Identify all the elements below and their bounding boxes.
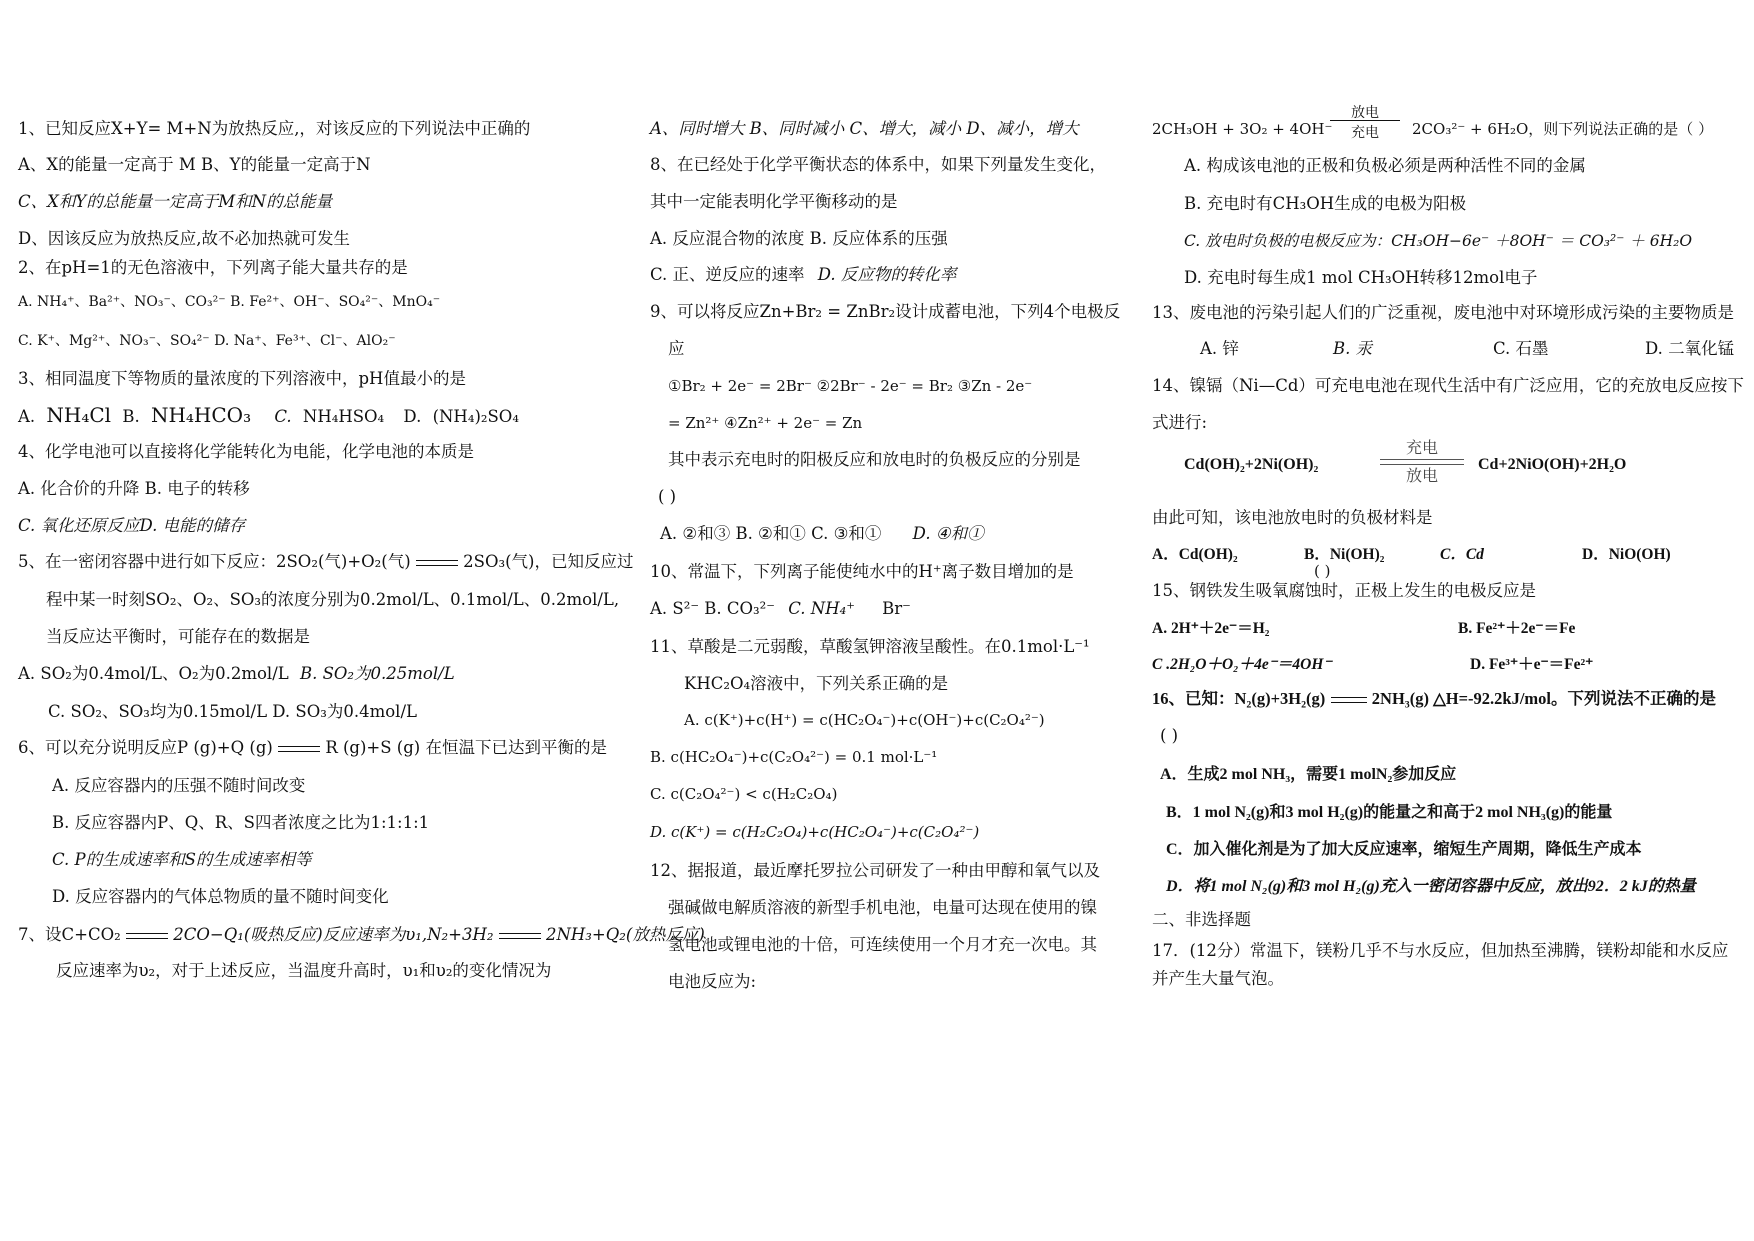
q8-stem-1: 8、在已经处于化学平衡状态的体系中，如果下列量发生变化， <box>650 155 1106 174</box>
q12-option-c: C. 放电时负极的电极反应为：CH₃OH−6e⁻ ＋8OH⁻ ＝ CO₃²⁻ ＋ 6H₂O <box>1184 232 1693 250</box>
q1-stem: 1、已知反应X+Y= M+N为放热反应,，对该反应的下列说法中正确的 <box>18 119 531 138</box>
q3-formula-d: (NH₄)₂SO₄ <box>432 407 519 426</box>
q13-option-c: C. 石墨 <box>1493 339 1549 358</box>
q16-reactants: 16、已知：N₂(g)+3H₂(g) <box>1152 689 1326 708</box>
q8-stem-2: 其中一定能表明化学平衡移动的是 <box>650 192 898 211</box>
charge-label: 充电 <box>1351 125 1379 141</box>
q5-stem-right: 2SO₃(气)，已知反应过 <box>463 552 634 571</box>
q7-options: A、同时增大 B、同时减小 C、增大，减小 D、减小，增大 <box>650 119 1079 138</box>
q13-option-b: B. 汞 <box>1333 339 1373 358</box>
q5-options-cd: C. SO₂、SO₃均为0.15mol/L D. SO₃为0.4mol/L <box>48 702 417 721</box>
q12-stem-4: 电池反应为: <box>668 972 757 991</box>
q3-label-c: C. <box>274 407 292 426</box>
q14-option-d: D．NiO(OH) <box>1582 546 1671 563</box>
q15-stem: 15、钢铁发生吸氧腐蚀时，正极上发生的电极反应是 <box>1152 581 1536 600</box>
q3-label-b: B. <box>122 407 140 426</box>
discharge-label: 放电 <box>1351 105 1379 121</box>
q3-options <box>18 404 519 428</box>
q14-reactants: Cd(OH)₂+2Ni(OH)₂ <box>1184 456 1319 473</box>
q15-option-a: A. 2H⁺＋2e⁻＝H₂ <box>1152 620 1270 637</box>
q1-option-c: C、X和Y的总能量一定高于M和N的总能量 <box>18 192 333 211</box>
q10-option-d: Br⁻ <box>882 599 911 618</box>
q14-question: 由此可知，该电池放电时的负极材料是 <box>1152 508 1433 527</box>
q10-options <box>650 598 911 620</box>
q14-products: Cd+2NiO(OH)+2H₂O <box>1478 456 1627 473</box>
q6-stem-left: 6、可以充分说明反应P (g)+Q (g) <box>18 738 273 757</box>
q6-stem-right: R (g)+S (g) 在恒温下已达到平衡的是 <box>325 738 607 757</box>
q7-stem-1 <box>18 924 705 946</box>
q7-part-1: 7、设C+CO₂ <box>18 925 121 944</box>
q2-stem: 2、在pH=1的无色溶液中，下列离子能大量共存的是 <box>18 258 408 277</box>
q16-option-b: B．1 mol N₂(g)和3 mol H₂(g)的能量之和高于2 mol NH₃(g)的能量 <box>1166 804 1613 821</box>
q16-option-c: C．加入催化剂是为了加大反应速率，缩短生产周期，降低生产成本 <box>1166 841 1642 858</box>
q2-options-ab: A. NH₄⁺、Ba²⁺、NO₃⁻、CO₃²⁻ B. Fe²⁺、OH⁻、SO₄²⁻、MnO₄⁻ <box>18 294 441 310</box>
equilibrium-arrow <box>278 743 320 755</box>
q5-stem-left: 5、在一密闭容器中进行如下反应：2SO₂(气)+O₂(气) <box>18 552 411 571</box>
q9-options-abc: A. ②和③ B. ②和① C. ③和① <box>660 524 882 543</box>
q12-option-b: B. 充电时有CH₃OH生成的电极为阳极 <box>1184 194 1467 213</box>
discharge-label: 放电 <box>1405 468 1438 485</box>
q12-products: 2CO₃²⁻ + 6H₂O，则下列说法正确的是（ ） <box>1412 120 1714 138</box>
q5-options-ab <box>18 663 455 685</box>
q5-option-b: B. SO₂为0.25mol/L <box>299 664 455 683</box>
q6-option-a: A. 反应容器内的压强不随时间改变 <box>52 776 306 795</box>
q9-stem-2: 应 <box>668 339 685 358</box>
q9-options <box>660 523 984 545</box>
q14-blank: ( ) <box>1314 562 1331 580</box>
double-bar <box>1380 459 1464 465</box>
q11-stem-2: KHC₂O₄溶液中，下列关系正确的是 <box>684 674 949 693</box>
q9-blank: ( ) <box>658 487 677 506</box>
q16-products: 2NH₃(g) △H=-92.2kJ/mol。下列说法不正确的是 <box>1371 689 1716 708</box>
q14-stem-1: 14、镍镉（Ni—Cd）可充电电池在现代生活中有广泛应用，它的充放电反应按下 <box>1152 376 1744 395</box>
q11-stem-1: 11、草酸是二元弱酸，草酸氢钾溶液呈酸性。在0.1mol·L⁻¹ <box>650 637 1090 656</box>
q12-stem-2: 强碱做电解质溶液的新型手机电池，电量可达现在使用的镍 <box>668 898 1097 917</box>
q6-option-c: C. P的生成速率和S的生成速率相等 <box>52 850 312 869</box>
q6-option-b: B. 反应容器内P、Q、R、S四者浓度之比为1:1:1:1 <box>52 813 430 832</box>
q12-option-d: D. 充电时每生成1 mol CH₃OH转移12mol电子 <box>1184 268 1538 287</box>
q10-stem: 10、常温下，下列离子能使纯水中的H⁺离子数目增加的是 <box>650 562 1074 581</box>
q12-reaction <box>1152 105 1742 142</box>
q4-stem: 4、化学电池可以直接将化学能转化为电能，化学电池的本质是 <box>18 442 474 461</box>
q13-stem: 13、废电池的污染引起人们的广泛重视，废电池中对环境形成污染的主要物质是 <box>1152 303 1734 322</box>
q8-options-ab: A. 反应混合物的浓度 B. 反应体系的压强 <box>650 229 948 248</box>
q4-options-cd: C. 氧化还原反应D. 电能的储存 <box>18 516 246 535</box>
q12-reactants: 2CH₃OH + 3O₂ + 4OH⁻ <box>1152 120 1333 138</box>
equilibrium-arrow <box>499 930 541 942</box>
q8-option-d: D. 反应物的转化率 <box>817 265 957 284</box>
q3-formula-b: NH₄HCO₃ <box>150 403 252 427</box>
q13-option-a: A. 锌 <box>1200 339 1239 358</box>
q9-reactions-1: ①Br₂ + 2e⁻ = 2Br⁻ ②2Br⁻ - 2e⁻ = Br₂ ③Zn - 2e⁻ <box>668 377 1033 395</box>
q9-question: 其中表示充电时的阳极反应和放电时的负极反应的分别是 <box>668 450 1081 469</box>
q14-reaction <box>1184 440 1744 485</box>
q11-option-c: C. c(C₂O₄²⁻) < c(H₂C₂O₄) <box>650 785 838 803</box>
q1-options-ab: A、X的能量一定高于 M B、Y的能量一定高于N <box>18 155 371 174</box>
q7-part-2: 2CO−Q₁(吸热反应)反应速率为υ₁,N₂+3H₂ <box>173 925 494 944</box>
q14-stem-2: 式进行: <box>1152 413 1208 432</box>
q3-stem: 3、相同温度下等物质的量浓度的下列溶液中，pH值最小的是 <box>18 369 466 388</box>
q14-option-b: B．Ni(OH)₂ <box>1304 546 1385 563</box>
equilibrium-arrow <box>416 557 458 569</box>
q9-stem-1: 9、可以将反应Zn+Br₂ = ZnBr₂设计成蓄电池，下列4个电极反 <box>650 302 1121 321</box>
q5-stem-2: 程中某一时刻SO₂、O₂、SO₃的浓度分别为0.2mol/L、0.1mol/L、0.2mol/L, <box>46 590 620 609</box>
equilibrium-arrow <box>1331 694 1367 706</box>
equilibrium-arrow <box>126 930 168 942</box>
q11-option-a: A. c(K⁺)+c(H⁺) = c(HC₂O₄⁻)+c(OH⁻)+c(C₂O₄²⁻) <box>684 711 1045 729</box>
q14-option-a: A．Cd(OH)₂ <box>1152 546 1238 563</box>
q15-option-d: D. Fe³⁺＋e⁻＝Fe²⁺ <box>1470 656 1594 673</box>
q12-option-a: A. 构成该电池的正极和负极必须是两种活性不同的金属 <box>1184 156 1586 175</box>
q3-formula-c: NH₄HSO₄ <box>302 407 385 426</box>
q3-label-d: D. <box>403 407 422 426</box>
q8-option-c: C. 正、逆反应的速率 <box>650 265 805 284</box>
section-heading: 二、非选择题 <box>1152 910 1251 929</box>
q12-stem-3: 氢电池或锂电池的十倍，可连续使用一个月才充一次电。其 <box>668 935 1097 954</box>
q1-option-d: D、因该反应为放热反应,故不必加热就可发生 <box>18 229 350 248</box>
q16-stem <box>1152 688 1716 710</box>
q7-part-3: 2NH₃+Q₂(放热反应) <box>545 925 705 944</box>
q3-formula-a: NH₄Cl <box>46 403 112 427</box>
q6-stem <box>18 737 607 759</box>
reaction-condition-arrow <box>1380 438 1464 486</box>
q9-reactions-2: = Zn²⁺ ④Zn²⁺ + 2e⁻ = Zn <box>668 414 863 432</box>
charge-label: 充电 <box>1405 440 1438 457</box>
q15-option-b: B. Fe²⁺＋2e⁻＝Fe <box>1458 620 1576 637</box>
q10-options-ab: A. S²⁻ B. CO₃²⁻ <box>650 599 775 618</box>
q13-option-d: D. 二氧化锰 <box>1645 339 1735 358</box>
q5-stem-3: 当反应达平衡时，可能存在的数据是 <box>46 627 310 646</box>
q14-option-c: C．Cd <box>1440 546 1484 563</box>
q4-options-ab: A. 化合价的升降 B. 电子的转移 <box>18 479 250 498</box>
q3-label-a: A. <box>18 407 36 426</box>
q10-option-c: C. NH₄⁺ <box>788 599 855 618</box>
q8-options-cd <box>650 264 956 286</box>
q6-option-d: D. 反应容器内的气体总物质的量不随时间变化 <box>52 887 389 906</box>
q16-option-a: A．生成2 mol NH₃，需要1 molN₂参加反应 <box>1160 766 1457 783</box>
q16-blank: ( ) <box>1160 726 1179 745</box>
q17-stem-2: 并产生大量气泡。 <box>1152 969 1284 988</box>
q5-option-a: A. SO₂为0.4mol/L、O₂为0.2mol/L <box>18 664 289 683</box>
reaction-condition-arrow <box>1330 105 1400 141</box>
q11-option-d: D. c(K⁺) = c(H₂C₂O₄)+c(HC₂O₄⁻)+c(C₂O₄²⁻) <box>650 823 980 841</box>
q15-option-c: C .2H₂O＋O₂＋4e⁻＝4OH⁻ <box>1152 656 1332 673</box>
q9-option-d: D. ④和① <box>912 524 984 543</box>
q16-option-d: D．将1 mol N₂(g)和3 mol H₂(g)充入一密闭容器中反应，放出92．2 kJ的热量 <box>1166 878 1696 895</box>
q5-stem-1 <box>18 551 634 573</box>
q7-stem-2: 反应速率为υ₂，对于上述反应，当温度升高时，υ₁和υ₂的变化情况为 <box>56 961 552 980</box>
q12-stem-1: 12、据报道，最近摩托罗拉公司研发了一种由甲醇和氧气以及 <box>650 861 1100 880</box>
q17-stem-1: 17．(12分）常温下，镁粉几乎不与水反应，但加热至沸腾，镁粉却能和水反应 <box>1152 941 1729 960</box>
q11-option-b: B. c(HC₂O₄⁻)+c(C₂O₄²⁻) = 0.1 mol·L⁻¹ <box>650 748 938 766</box>
q2-options-cd: C. K⁺、Mg²⁺、NO₃⁻、SO₄²⁻ D. Na⁺、Fe³⁺、Cl⁻、AlO₂⁻ <box>18 333 396 349</box>
